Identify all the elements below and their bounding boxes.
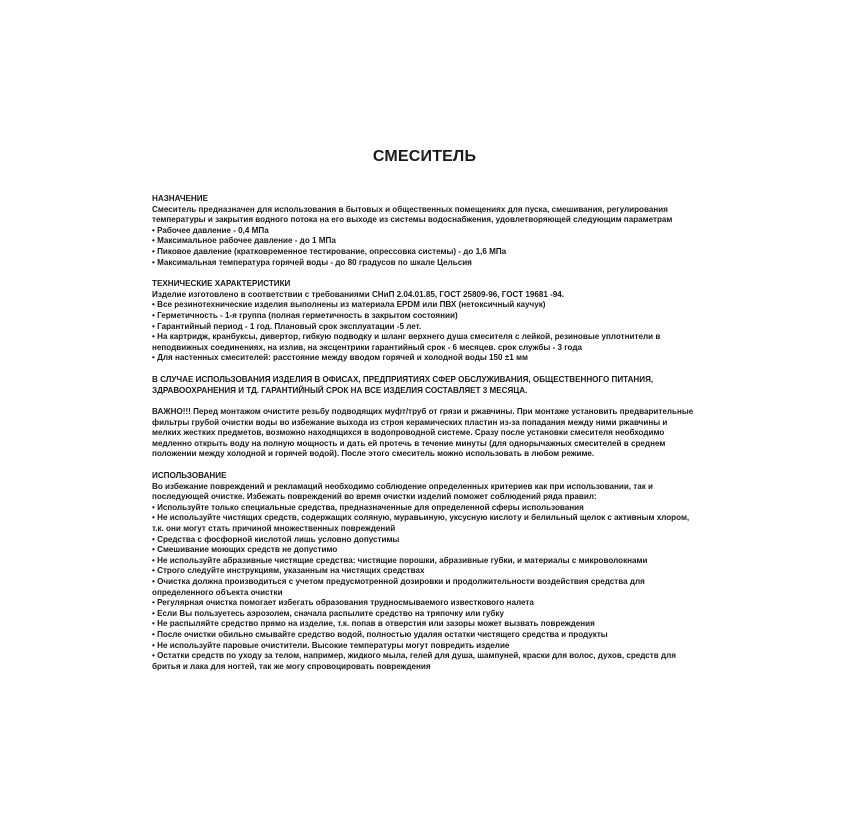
specs-heading: ТЕХНИЧЕСКИЕ ХАРАКТЕРИСТИКИ [152, 279, 291, 289]
list-item: • Строго следуйте инструкциям, указанным на чистящих средствах [152, 566, 697, 577]
list-item: • На картридж, кранбуксы, дивертор, гибкую подводку и шланг верхнего душа смесителя с лейкой, резиновые уплотнители в неподвижных соединениях, на излив, на эксцентрики гарантийный срок - 6 месяцев. срок службы - 3 года [152, 332, 697, 353]
list-item: • Не распыляйте средство прямо на изделие, т.к. попав в отверстия или зазоры может вызвать повреждения [152, 619, 697, 630]
list-item: • Герметичность - 1-я группа (полная герметичность в закрытом состоянии) [152, 311, 697, 322]
specs-list [152, 300, 697, 364]
list-item: • Средства с фосфорной кислотой лишь условно допустимы [152, 535, 697, 546]
list-item: • Пиковое давление (кратковременное тестирование, опрессовка системы) - до 1,6 МПа [152, 247, 697, 258]
list-item: • Не используйте паровые очистители. Высокие температуры могут повредить изделие [152, 641, 697, 652]
list-item: • Регулярная очистка помогает избегать образования трудносмываемого известкового налета [152, 598, 697, 609]
purpose-heading: НАЗНАЧЕНИЕ [152, 194, 208, 203]
list-item: • Рабочее давление - 0,4 МПа [152, 226, 697, 237]
list-item: • Для настенных смесителей: расстояние между вводом горячей и холодной воды 150 ±1 мм [152, 353, 697, 364]
list-item: • Если Вы пользуетесь аэрозолем, сначала распылите средство на тряпочку или губку [152, 609, 697, 620]
list-item: • Все резинотехнические изделия выполнены из материала EPDM или ПВХ (нетоксичный каучук) [152, 300, 697, 311]
list-item: • Максимальная температура горячей воды - до 80 градусов по шкале Цельсия [152, 258, 697, 269]
list-item: • Остатки средств по уходу за телом, например, жидкого мыла, гелей для душа, шампуней, краски для волос, духов, средств для бритья и лака для ногтей, так же могу спровоцировать повреждения [152, 651, 697, 672]
usage-heading: ИСПОЛЬЗОВАНИЕ [152, 471, 227, 481]
list-item: • Максимальное рабочее давление - до 1 МПа [152, 236, 697, 247]
usage-section [152, 471, 697, 672]
list-item: • Не используйте чистящих средств, содержащих соляную, муравьиную, уксусную кислоту и белильный щелок с активным хлором, т.к. они могут стать причиной множественных повреждений [152, 513, 697, 534]
purpose-section [152, 194, 697, 268]
purpose-intro: Смеситель предназначен для использования в бытовых и общественных помещениях для пуска, смешивания, регулирования температуры и закрытия водного потока на его выходе из системы водоснабжения, удовлетворяющей следующим параметрам [152, 204, 673, 225]
important-notice: ВАЖНО!!! Перед монтажом очистите резьбу подводящих муфт/труб от грязи и ржавчины. При монтаже установить предварительные фильтры грубой очистки воды во избежание выхода из строя керамических пластин из-за попадания между ними ржавчины и мелких жестких предметов, возможно находящихся в водопроводной системе. Сразу после установки смесителя необходимо медленно открыть воду на полную мощность и дать ей протечь в течение минуты (для однорычажных смесителей в среднем положении между холодной и горячей водой). После этого смеситель можно использовать в любом режиме. [152, 407, 694, 459]
list-item: • После очистки обильно смывайте средство водой, полностью удаляя остатки чистящего средства и продукты [152, 630, 697, 641]
list-item: • Не используйте абразивные чистящие средства: чистящие порошки, абразивные губки, и материалы с микроволокнами [152, 556, 697, 567]
office-notice: В СЛУЧАЕ ИСПОЛЬЗОВАНИЯ ИЗДЕЛИЯ В ОФИСАХ, ПРЕДПРИЯТИЯХ СФЕР ОБСЛУЖИВАНИЯ, ОБЩЕСТВЕННОГО ПИТАНИЯ, ЗДРАВООХРАНЕНИЯ И ТД. ГАРАНТИЙНЫЙ СРОК НА ВСЕ ИЗДЕЛИЯ СОСТАВЛЯЕТ 3 МЕСЯЦА. [152, 374, 654, 395]
list-item: • Очистка должна производиться с учетом предусмотренной дозировки и продолжительности воздействия средства для определенного объекта очистки [152, 577, 697, 598]
specs-section [152, 279, 697, 364]
purpose-list [152, 226, 697, 268]
list-item: • Гарантийный период - 1 год. Плановый срок эксплуатации -5 лет. [152, 322, 697, 333]
usage-intro: Во избежание повреждений и рекламаций необходимо соблюдение определенных критериев как при использовании, так и последующей очистке. Избежать повреждений во время очистки изделий поможет соблюдений ряда правил: [152, 481, 654, 502]
document-title: СМЕСИТЕЛЬ [372, 148, 477, 165]
document-page [152, 148, 697, 683]
office-notice-section [152, 375, 697, 396]
specs-intro: Изделие изготовлено в соответствии с требованиями СНиП 2.04.01.85, ГОСТ 25809-96, ГОСТ 19681 -94. [152, 289, 565, 299]
list-item: • Используйте только специальные средства, предназначенные для определенной сферы использования [152, 503, 697, 514]
usage-list [152, 503, 697, 673]
list-item: • Смешивание моющих средств не допустимо [152, 545, 697, 556]
important-section [152, 407, 697, 460]
